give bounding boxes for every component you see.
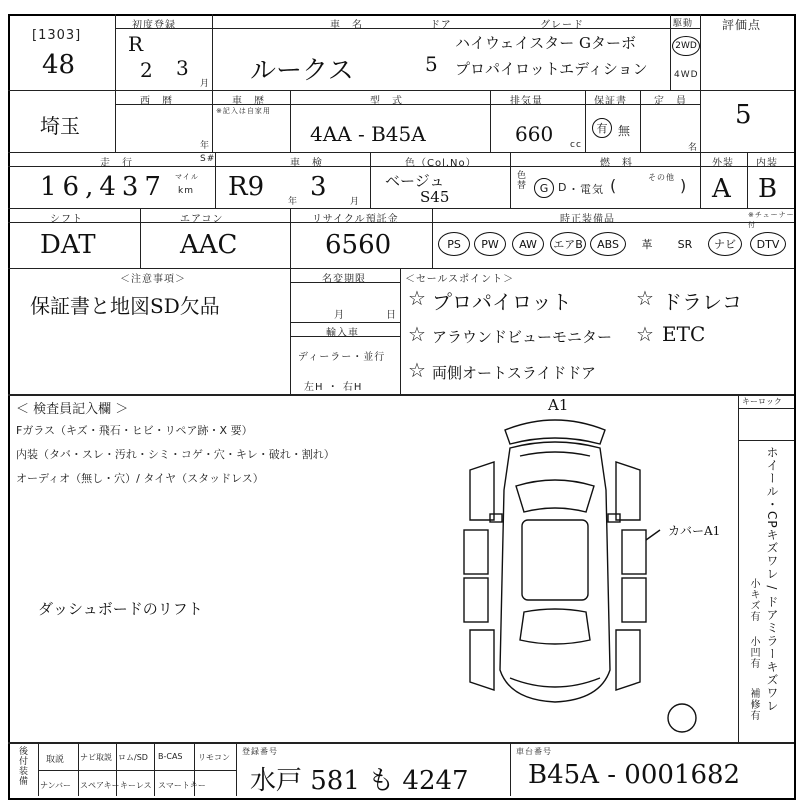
exterior-label: 外装	[712, 158, 734, 169]
inspection-label: 車 検	[290, 158, 323, 169]
footer-rom-sd: ロム/SD	[118, 753, 148, 762]
damage-mark-front: A1	[548, 396, 569, 414]
grade-line2: プロパイロットエディション	[455, 60, 648, 78]
chassis-number: B45A - 0001682	[528, 760, 741, 790]
fuel-electric: ・電気	[568, 183, 604, 196]
car-name-label: 車 名	[330, 20, 363, 31]
equip-airbag: エアB	[550, 232, 586, 256]
tuner-label: ※チューナー付	[748, 211, 795, 229]
sales-point-propilot: プロパイロット	[432, 290, 572, 314]
star-icon: ☆	[408, 358, 426, 382]
footer-bcas: B-CAS	[158, 752, 183, 761]
inspection-month: 3	[310, 172, 327, 202]
warranty-yes-circled: 有	[592, 118, 612, 138]
score-label: 評価点	[722, 18, 762, 32]
equip-aw: AW	[512, 232, 544, 256]
drive-label: 駆動	[673, 19, 694, 29]
equip-navi: ナビ	[708, 232, 742, 256]
ac: AAC	[180, 230, 238, 260]
drive-2wd-circled: 2WD	[672, 36, 700, 56]
first-reg-year: 2	[140, 58, 153, 82]
region: 埼玉	[40, 114, 80, 138]
color-change-label: 色替	[515, 170, 525, 190]
mile-unit: マイル	[175, 173, 199, 181]
grade-label: グレード	[540, 20, 584, 31]
fuel-other: その他	[648, 173, 675, 182]
legend-small-scratch: 小キズ有	[748, 578, 759, 622]
first-reg-month-suffix: 月	[200, 79, 211, 89]
shift-label: シフト	[50, 214, 83, 225]
car-name: ルークス	[250, 56, 354, 86]
star-icon: ☆	[408, 286, 426, 310]
first-reg-month: 3	[176, 56, 189, 80]
displacement-label: 排気量	[510, 96, 543, 107]
plate-number: 水戸 581 も 4247	[250, 766, 469, 796]
notes: 保証書と地図SD欠品	[30, 294, 220, 318]
plate-label: 登録番号	[242, 747, 278, 756]
capacity-label: 定 員	[654, 96, 687, 107]
interior-label: 内装	[756, 158, 778, 169]
star-icon: ☆	[636, 286, 654, 310]
damage-mark-side: カバーA1	[668, 524, 721, 538]
name-change-month: 月	[334, 310, 345, 321]
mileage: 16,437	[40, 172, 167, 202]
doors-label: ドア	[430, 20, 452, 31]
chassis-label: 車台番号	[516, 747, 552, 756]
displacement: 660	[515, 122, 554, 146]
fuel-diesel: D	[558, 181, 568, 194]
star-icon: ☆	[636, 322, 654, 346]
capacity-suffix: 名	[688, 143, 699, 153]
history-note: ※記入は自家用	[216, 107, 271, 115]
first-reg-label: 初度登録	[132, 20, 176, 31]
warranty-no: 無	[618, 124, 632, 138]
equip-ps: PS	[438, 232, 470, 256]
first-reg-era: R	[128, 32, 144, 56]
western-year-label: 西 暦	[140, 96, 173, 107]
inspection-title: ＜ 検査員記入欄 ＞	[16, 402, 129, 417]
inspection-windshield: Fガラス（キズ・飛石・ヒビ・リペア跡・X 要）	[16, 424, 253, 437]
shift: DAT	[40, 230, 96, 260]
wheel-mirror-legend: ホイール・CPキズワレ / ドアミラーキズワレ	[765, 446, 779, 713]
color-label: 色（Col.No）	[405, 158, 477, 169]
recycle-label: リサイクル預託金	[312, 214, 399, 225]
import-label: 輸入車	[326, 328, 359, 339]
equip-leather: 革	[641, 238, 653, 251]
lot-number: 48	[42, 50, 76, 80]
recycle: 6560	[325, 230, 392, 260]
inspection-year-suffix: 年	[288, 197, 299, 207]
inspection-audio-tire: オーディオ（無し・穴）/ タイヤ（スタッドレス）	[16, 472, 264, 485]
fuel-gasoline-circled: G	[534, 178, 554, 198]
color: ベージュ	[385, 172, 445, 190]
ac-label: エアコン	[180, 214, 224, 225]
grade-line1: ハイウェイスター Gターボ	[455, 34, 637, 52]
model-label: 型 式	[370, 96, 403, 107]
equip-dtv: DTV	[750, 232, 786, 256]
doors: 5	[425, 52, 438, 76]
sales-point-etc: ETC	[662, 322, 706, 346]
lot-code: [1303]	[32, 28, 82, 43]
footer-smart-key: スマートキー	[158, 781, 206, 790]
star-icon: ☆	[408, 322, 426, 346]
mileage-label: 走 行	[100, 158, 133, 169]
fuel-other-close: )	[680, 176, 688, 195]
equip-pw: PW	[474, 232, 506, 256]
notes-label: ＜注意事項＞	[120, 274, 186, 285]
retrofit-equipment-label: 後付装備	[17, 746, 27, 786]
sales-points-label: ＜セールスポイント＞	[405, 274, 515, 285]
legend-small-dent: 小凹有	[748, 636, 759, 669]
sales-point-auto-slide: 両側オートスライドドア	[432, 364, 596, 382]
sales-point-around-view: アラウンドビューモニター	[432, 328, 613, 346]
model: 4AA - B45A	[310, 122, 426, 146]
import-dealer: ディーラー・並行	[298, 352, 386, 363]
name-change-label: 名変期限	[322, 274, 366, 285]
footer-remote: リモコン	[198, 753, 230, 762]
keylock-label: キーロック	[742, 397, 782, 406]
history-label: 車 歴	[232, 96, 265, 107]
car-damage-diagram	[450, 400, 720, 740]
inspection-era: R9	[228, 172, 265, 202]
inspection-interior: 内装（タバ・スレ・汚れ・シミ・コゲ・穴・キレ・破れ・割れ）	[16, 448, 335, 461]
equip-sunroof: SR	[677, 237, 693, 251]
drive-4wd: 4WD	[674, 70, 699, 80]
sx-label: S#	[200, 154, 216, 164]
legend-repair: 補修有	[748, 688, 759, 721]
footer-keyless: キーレス	[120, 781, 152, 790]
name-change-day: 日	[386, 310, 397, 321]
footer-plate-item: ナンバー	[40, 781, 72, 790]
warranty-label: 保証書	[594, 96, 627, 107]
interior: B	[758, 174, 778, 204]
score: 5	[735, 100, 752, 130]
fuel-label: 燃 料	[600, 158, 633, 169]
color-no: S45	[420, 188, 450, 206]
displacement-unit: cc	[570, 140, 582, 150]
equip-abs: ABS	[590, 232, 626, 256]
fuel-other-open: (	[610, 176, 618, 195]
footer-spare-key: スペアキー	[80, 781, 120, 790]
exterior: A	[712, 174, 731, 204]
inspection-handwritten-note: ダッシュボードのリフト	[38, 600, 203, 618]
import-handle: 左H ・ 右H	[304, 382, 363, 393]
footer-manual: 取説	[46, 755, 65, 765]
inspection-month-suffix: 月	[350, 197, 361, 207]
footer-navi-manual: ナビ取説	[80, 753, 112, 762]
equipment-label: 時正装備品	[560, 214, 615, 225]
km-unit: km	[178, 186, 194, 196]
western-year-suffix: 年	[200, 141, 211, 151]
sales-point-dashcam: ドラレコ	[662, 290, 742, 314]
